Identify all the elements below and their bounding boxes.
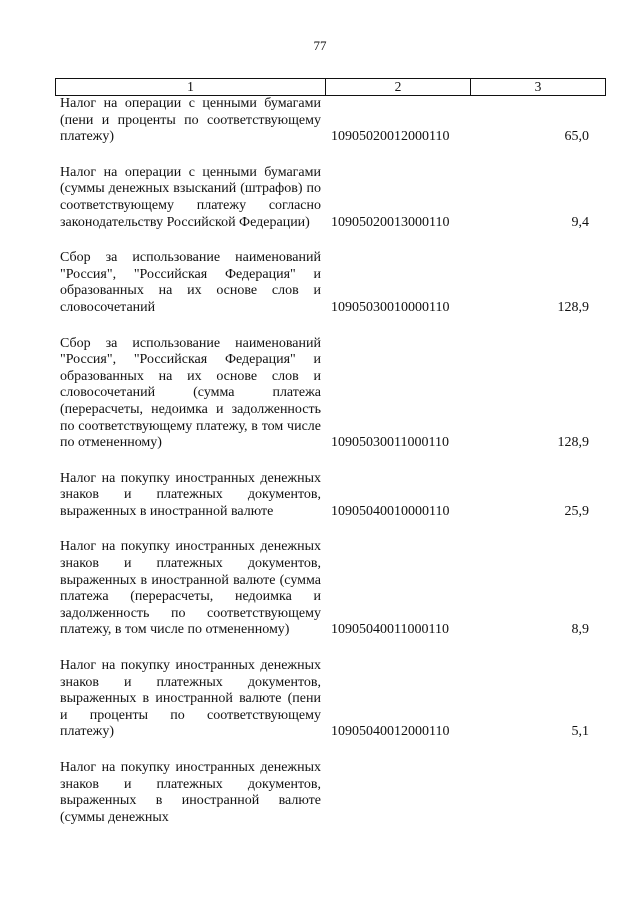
column-header-3: 3: [471, 79, 606, 96]
table-row: [55, 250, 605, 316]
column-header-1: 1: [56, 79, 326, 96]
row-value: 128,9: [557, 299, 589, 315]
column-header-row: [56, 79, 606, 96]
row-code: 10905040012000110: [331, 724, 450, 740]
row-code: 10905040010000110: [331, 503, 450, 519]
row-name: Налог на покупку иностранных денежных знаков и платежных документов, выраженных в иностранной валюте (пени и проценты по соответствующему платежу): [60, 658, 321, 740]
row-name: Налог на операции с ценными бумагами (суммы денежных взысканий (штрафов) по соответствующему платежу согласно законодательству Российской Федерации): [60, 164, 321, 230]
table-row: [55, 96, 605, 146]
row-value: 5,1: [571, 724, 589, 740]
row-code: 10905020012000110: [331, 129, 450, 145]
table-row: [55, 658, 605, 741]
table-row: [55, 471, 605, 521]
row-value: 128,9: [557, 435, 589, 451]
column-header-2: 2: [326, 79, 471, 96]
row-code: 10905030010000110: [331, 299, 450, 315]
row-name: Налог на покупку иностранных денежных знаков и платежных документов, выраженных в иностранной валюте (сумма платежа (перерасчеты, недоимка и задолженность по соответствующему платежу, в том числе по отмененному): [60, 539, 321, 638]
row-code: 10905020013000110: [331, 214, 450, 230]
row-code: 10905030011000110: [331, 435, 449, 451]
row-value: 25,9: [564, 503, 589, 519]
table-row: [55, 336, 605, 452]
column-header-table: [55, 78, 606, 96]
table-row: [55, 760, 605, 826]
row-name: Налог на покупку иностранных денежных знаков и платежных документов, выраженных в иностранной валюте (суммы денежных: [60, 760, 321, 825]
table-row: [55, 539, 605, 639]
row-code: 10905040011000110: [331, 622, 449, 638]
row-name: Налог на операции с ценными бумагами (пени и проценты по соответствующему платежу): [60, 96, 321, 145]
row-value: 8,9: [571, 622, 589, 638]
row-name: Сбор за использование наименований "Россия", "Российская Федерация" и образованных на их основе слов и словосочетаний (сумма платежа (перерасчеты, недоимка и задолженность по соответствующему платежу, в том числе по отмененному): [60, 335, 321, 451]
table-body: [55, 96, 605, 845]
row-value: 65,0: [564, 129, 589, 145]
row-value: 9,4: [571, 214, 589, 230]
page-number: 77: [313, 38, 327, 53]
row-name: Сбор за использование наименований "Россия", "Российская Федерация" и образованных на их основе слов и словосочетаний: [60, 250, 321, 315]
table-row: [55, 165, 605, 231]
row-name: Налог на покупку иностранных денежных знаков и платежных документов, выраженных в иностранной валюте: [60, 470, 321, 519]
